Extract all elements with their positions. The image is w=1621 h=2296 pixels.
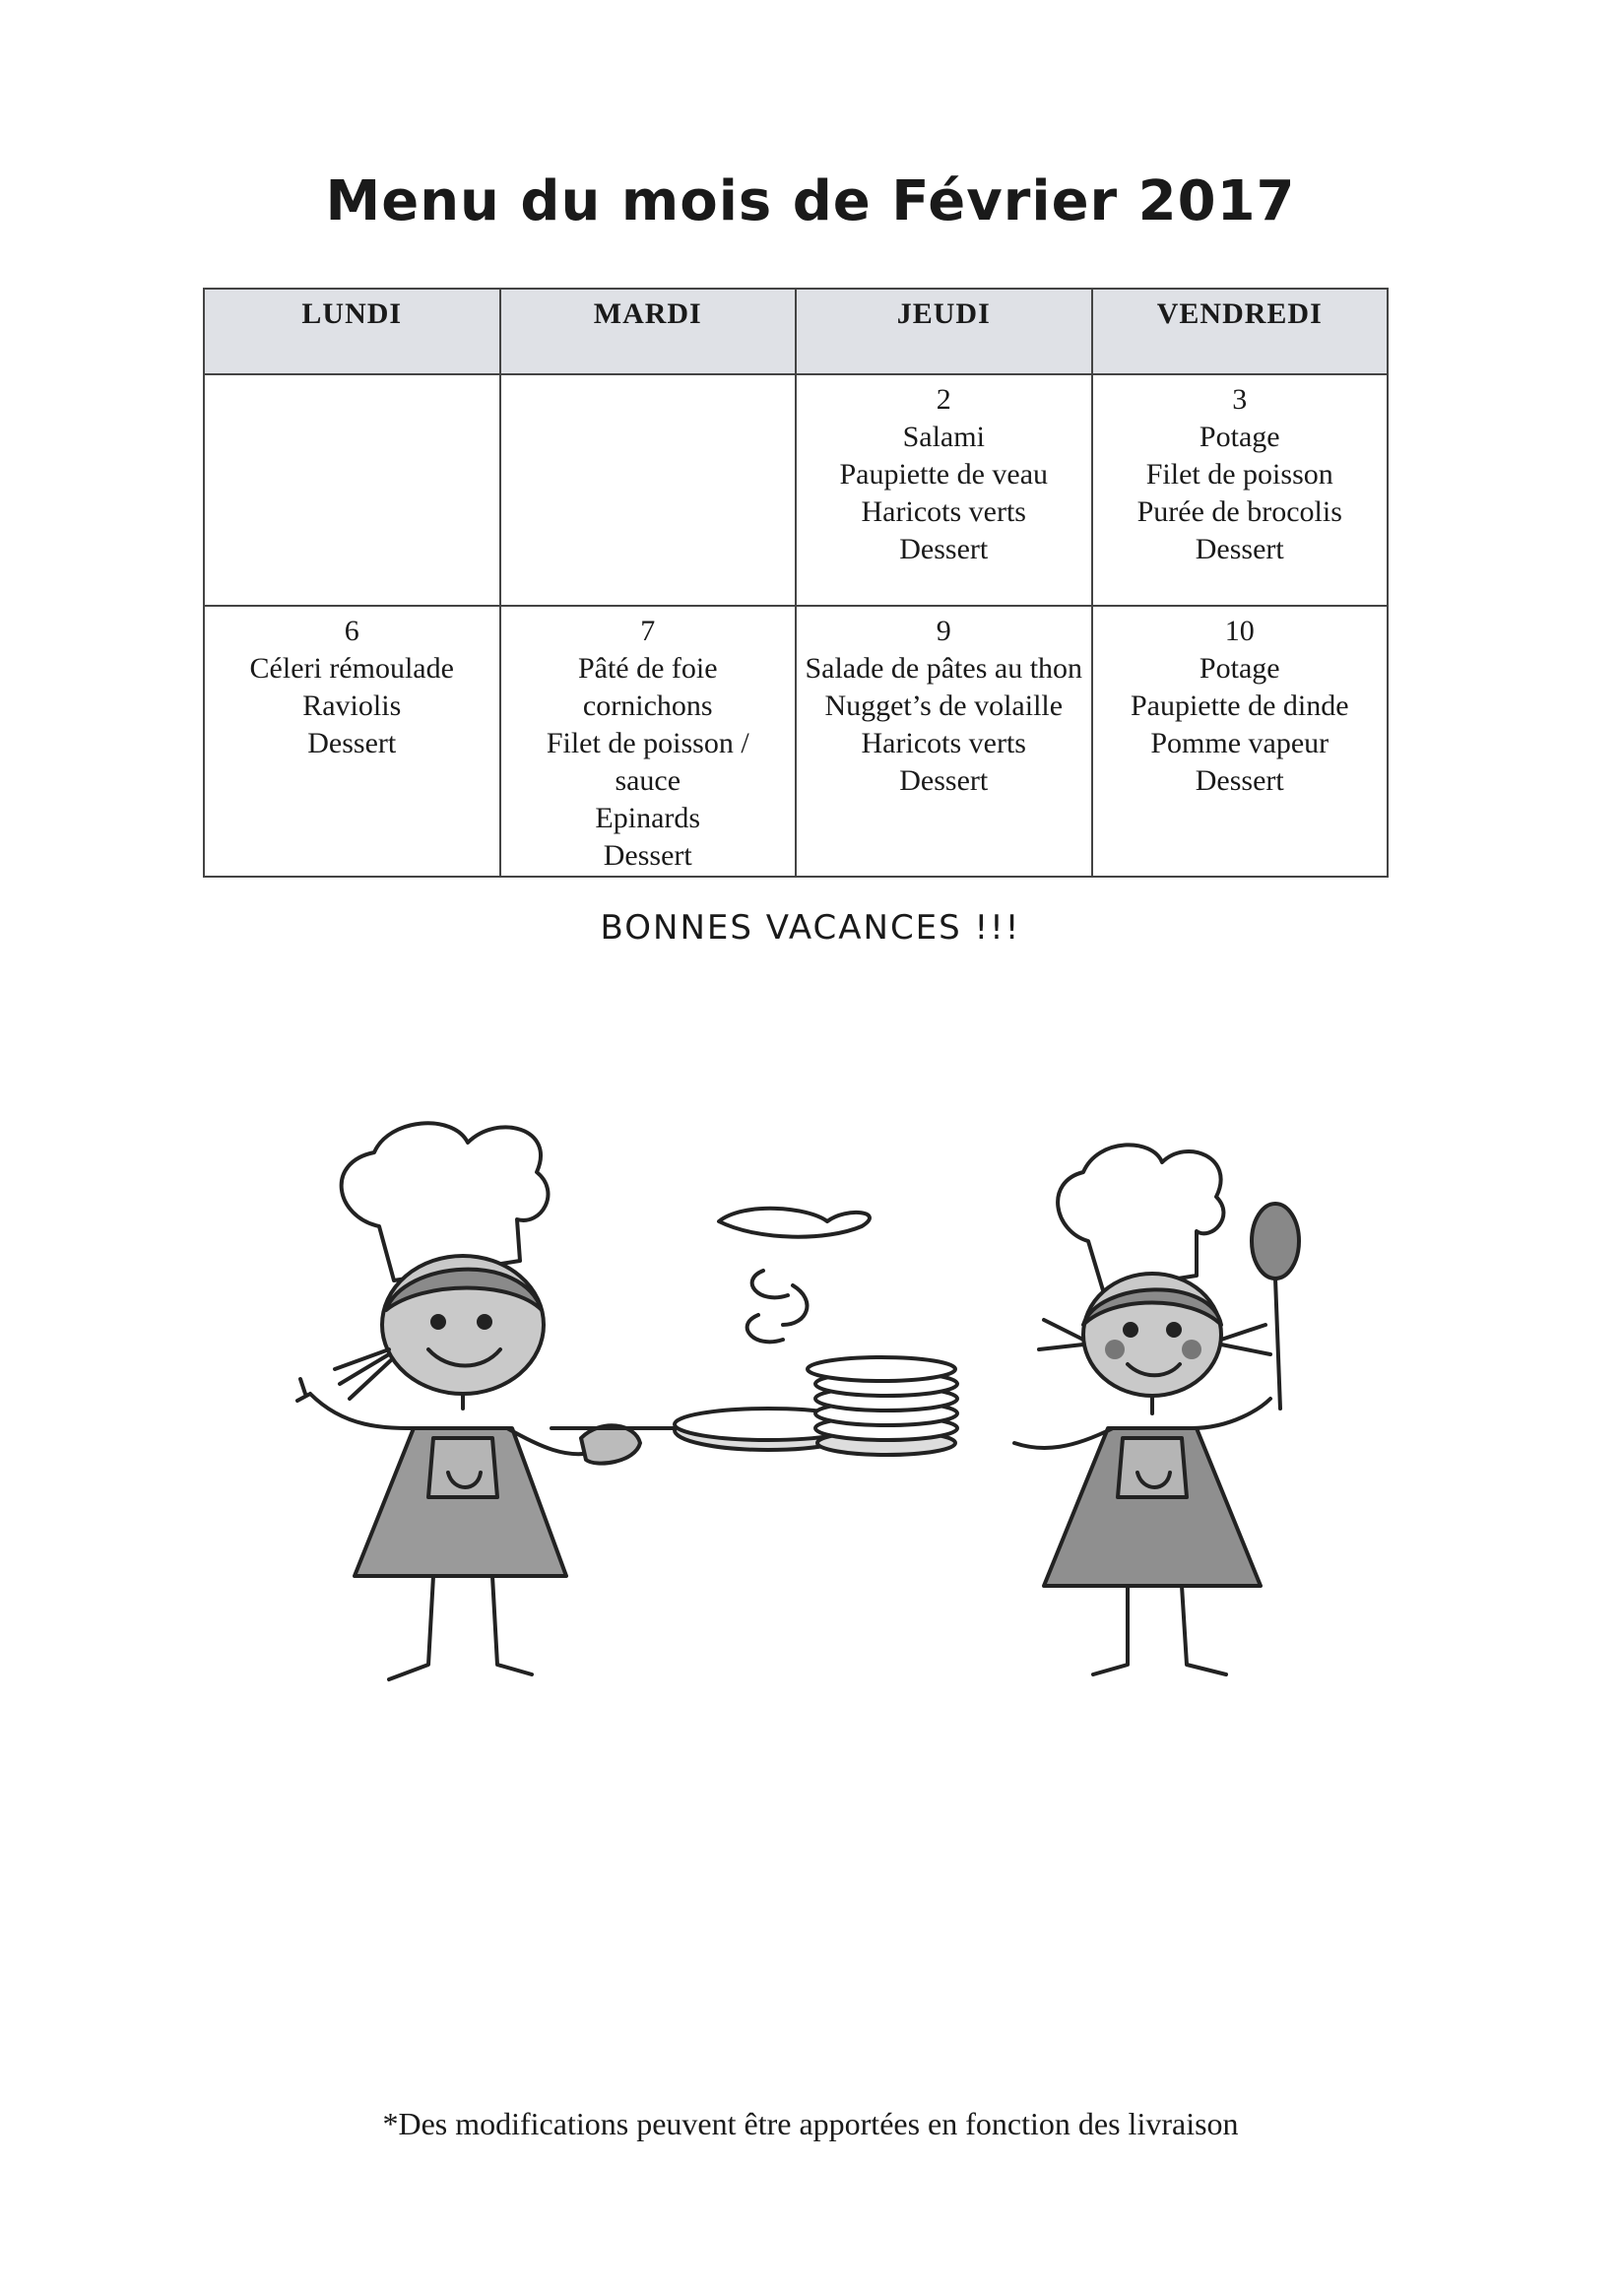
page-title: Menu du mois de Février 2017 [325, 169, 1296, 233]
menu-dish: sauce [615, 764, 681, 797]
menu-dish: Nugget’s de volaille [824, 689, 1064, 722]
menu-dish: Salade de pâtes au thon [805, 652, 1083, 685]
menu-dish: Raviolis [302, 689, 402, 722]
menu-dish: Dessert [899, 533, 989, 565]
header-mardi: MARDI [500, 289, 797, 374]
table-row [204, 606, 1388, 877]
menu-dish: Paupiette de veau [839, 458, 1049, 491]
menu-dish: Dessert [899, 764, 989, 797]
menu-dish: Paupiette de dinde [1130, 689, 1349, 722]
menu-cell [500, 606, 797, 877]
header-vendredi: VENDREDI [1092, 289, 1389, 374]
menu-table [203, 288, 1389, 878]
menu-cell [1092, 606, 1389, 877]
table-row [204, 374, 1388, 606]
menu-dish: Dessert [1195, 533, 1284, 565]
menu-dish: Filet de poisson / [546, 727, 749, 759]
menu-dish: Epinards [595, 802, 701, 834]
menu-day-number: 10 [1224, 615, 1255, 647]
menu-dish: Filet de poisson [1145, 458, 1333, 491]
menu-cell [796, 606, 1092, 877]
menu-day-number: 7 [640, 615, 656, 647]
menu-dish: Pâté de foie [577, 652, 718, 685]
menu-cell [204, 606, 500, 877]
menu-cell [204, 374, 500, 606]
menu-day-number: 6 [344, 615, 359, 647]
menu-cell [1092, 374, 1389, 606]
header-row [204, 289, 1388, 374]
menu-dish: Salami [902, 421, 985, 453]
menu-dish: Dessert [1195, 764, 1284, 797]
delivery-note: *Des modifications peuvent être apportées en fonction des livraison [382, 2106, 1239, 2141]
vacances-message: BONNES VACANCES !!! [600, 908, 1021, 948]
menu-dish: Haricots verts [861, 727, 1026, 759]
menu-cell [500, 374, 797, 606]
menu-dish: Potage [1199, 421, 1280, 453]
header-lundi: LUNDI [204, 289, 500, 374]
menu-dish: Purée de brocolis [1136, 495, 1342, 528]
menu-day-number: 3 [1232, 383, 1248, 416]
menu-dish: Potage [1199, 652, 1280, 685]
menu-dish: Dessert [603, 839, 692, 872]
menu-dish: Dessert [307, 727, 397, 759]
menu-dish: Haricots verts [861, 495, 1026, 528]
menu-dish: cornichons [582, 689, 713, 722]
header-jeudi: JEUDI [796, 289, 1092, 374]
menu-day-number: 9 [936, 615, 951, 647]
menu-day-number: 2 [936, 383, 951, 416]
two-child-chefs-cooking-pancakes-icon [295, 1113, 1359, 1684]
menu-cell [796, 374, 1092, 606]
menu-dish: Céleri rémoulade [249, 652, 454, 685]
menu-dish: Pomme vapeur [1150, 727, 1329, 759]
